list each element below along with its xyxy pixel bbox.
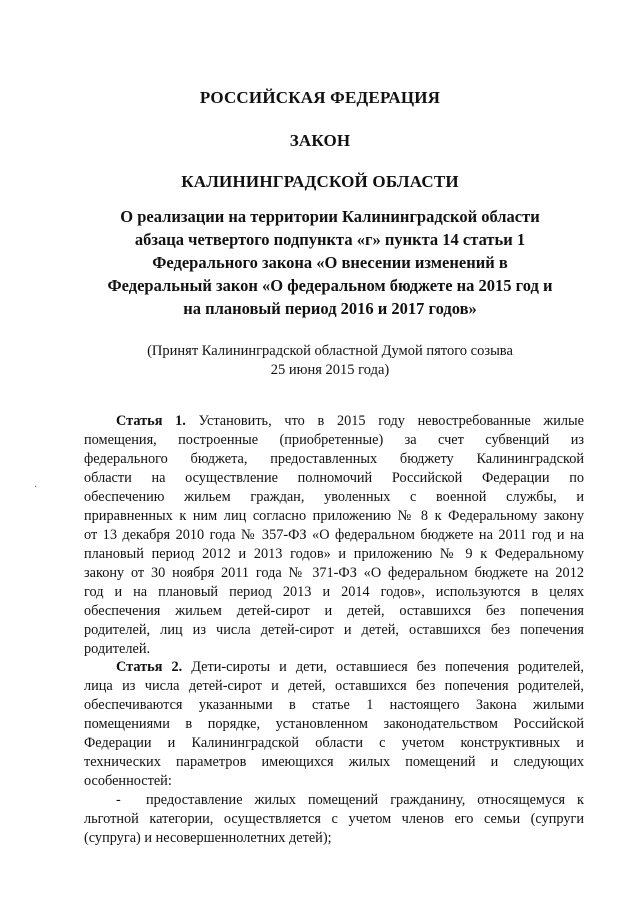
article-line: плановый период 2012 и 2013 годов» и приложению № 9 к Федеральному [84,546,584,562]
header-law: ЗАКОН [289,131,351,150]
subject-line: О реализации на территории Калининградской области [120,207,540,226]
article-line: родителей, лиц из числа детей-сирот и детей, оставшихся без попечения [84,622,584,638]
bullet-dash: - [116,792,121,808]
article-line: обеспечению жильем граждан, уволенных с военной службы, и [84,489,584,505]
article-line: помещениями в порядке, установленном законодательством Российской [84,716,584,732]
article-line: приравненных к ним лиц согласно приложению № 8 к Федеральному закону [84,508,584,524]
article-line: родителей. [84,641,151,657]
adoption-line: (Принят Калининградской областной Думой пятого созыва [147,343,513,359]
article-line: Федерации и Калининградской области с учетом конструктивных и [84,735,584,751]
article-line: от 13 декабря 2010 года № 357-ФЗ «О федеральном бюджете на 2011 год и на [84,527,584,543]
subject-line: на плановый период 2016 и 2017 годов» [183,299,477,318]
article-line: федерального бюджета, предоставленных бюджету Калининградской [84,451,584,467]
article-1 [84,412,584,659]
article-line: лица из числа детей-сирот и детей, оставшихся без попечения родителей, [84,678,584,694]
adoption-line: 25 июня 2015 года) [270,362,390,378]
article-line: Статья 2. Дети-сироты и дети, оставшиеся без попечения родителей, [116,659,584,675]
header-country: РОССИЙСКАЯ ФЕДЕРАЦИЯ [199,88,441,107]
article-line: обеспечиваются указанными в статье 1 настоящего Закона жилыми [84,697,584,713]
article-line: обеспечения жильем детей-сирот и детей, оставшихся без попечения [84,603,584,619]
adoption-note [95,342,565,380]
subject-line: Федерального закона «О внесении изменений в [152,253,508,272]
article-line: Статья 1. Установить, что в 2015 году невостребованные жилые [116,413,584,429]
margin-mark: · [34,482,38,493]
subject-line: Федеральный закон «О федеральном бюджете на 2015 год и [107,276,553,295]
article-2 [84,658,584,848]
article-line: льготной категории, осуществляется с учетом членов его семьи (супруги [84,811,584,827]
article-line: помещения, построенные (приобретенные) за счет субвенций из [84,432,584,448]
header-region: КАЛИНИНГРАДСКОЙ ОБЛАСТИ [181,172,459,191]
law-subject-title [95,205,565,320]
article-line: год и на плановый период 2013 и 2014 годов», используются в целях [84,584,584,600]
article-line: технических параметров имеющихся жилых помещений и следующих [84,754,584,770]
article-line: закону от 30 ноября 2011 года № 371-ФЗ «О федеральном бюджете на 2012 [84,565,584,581]
article-line: особенностей: [84,773,172,789]
article-line: (супруга) и несовершеннолетних детей); [84,830,332,846]
article-2-label: Статья 2. [116,659,183,675]
article-1-label: Статья 1. [116,413,186,429]
article-line: области на осуществление полномочий Российской Федерации по [84,470,584,486]
bullet-item: - предоставление жилых помещений гражданину, относящемуся к [116,792,584,808]
subject-line: абзаца четвертого подпункта «г» пункта 14 статьи 1 [134,230,526,249]
